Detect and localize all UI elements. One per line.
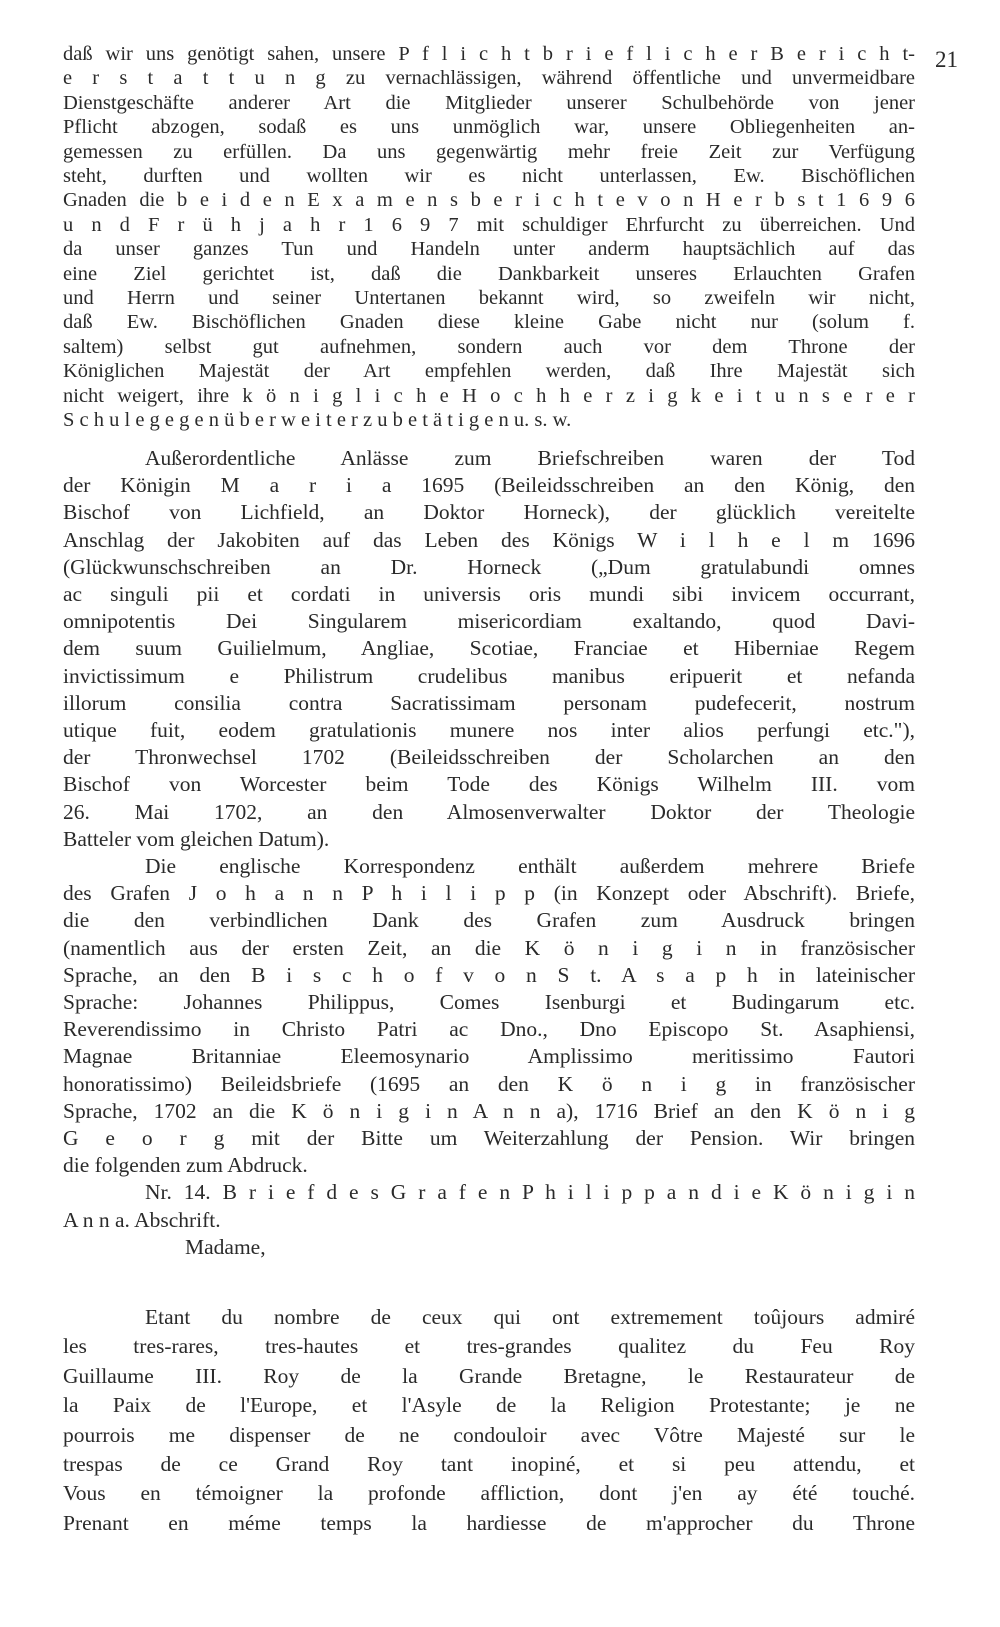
text-line: pourrois me dispenser de ne condouloir avec Vôtre Majesté sur le: [63, 1422, 915, 1447]
text-line: e r s t a t t u n g zu vernachlässigen, während öffentliche und unvermeidbare: [63, 67, 915, 90]
text-line: Reverendissimo in Christo Patri ac Dno., Dno Episcopo St. Asaphiensi,: [63, 1017, 915, 1042]
text-line: u n d F r ü h j a h r 1 6 9 7 mit schuldiger Ehrfurcht zu überreichen. Und: [63, 213, 915, 236]
paragraph-occasions: [63, 445, 915, 1261]
text-line: des Grafen J o h a n n P h i l i p p (in Konzept oder Abschrift). Briefe,: [63, 881, 915, 906]
text-line: Dienstgeschäfte anderer Art die Mitglieder unserer Schulbehörde von jener: [63, 91, 915, 114]
text-line: Anschlag der Jakobiten auf das Leben des Königs W i l h e l m 1696: [63, 527, 915, 552]
text-line: les tres-rares, tres-hautes et tres-grandes qualitez du Feu Roy: [63, 1334, 915, 1359]
text-line: utique fuit, eodem gratulationis munere nos inter alios perfungi etc."),: [63, 718, 915, 743]
text-line: Königlichen Majestät der Art empfehlen werden, daß Ihre Majestät sich: [63, 360, 915, 383]
text-line: (Glückwunschschreiben an Dr. Horneck („Dum gratulabundi omnes: [63, 554, 915, 579]
text-line: (namentlich aus der ersten Zeit, an die K ö n i g i n in französischer: [63, 935, 915, 960]
text-line: Magnae Britanniae Eleemosynario Amplissimo meritissimo Fautori: [63, 1044, 915, 1069]
text-line: 26. Mai 1702, an den Almosenverwalter Doktor der Theologie: [63, 799, 915, 824]
text-line: eine Ziel gerichtet ist, daß die Dankbarkeit unseres Erlauchten Grafen: [63, 262, 915, 285]
letter-heading: Nr. 14. B r i e f d e s G r a f e n P h i l i p p a n d i e K ö n i g i n: [145, 1180, 915, 1205]
text-line: omnipotentis Dei Singularem misericordiam exaltando, quod Davi-: [63, 609, 915, 634]
text-line: illorum consilia contra Sacratissimam personam pudefecerit, nostrum: [63, 690, 915, 715]
text-line: Guillaume III. Roy de la Grande Bretagne, le Restaurateur de: [63, 1363, 915, 1388]
text-line: nicht weigert, ihre k ö n i g l i c h e H o c h h e r z i g k e i t u n s e r e r: [63, 384, 915, 407]
text-line: honoratissimo) Beileidsbriefe (1695 an den K ö n i g in französischer: [63, 1071, 915, 1096]
text-line: Gnaden die b e i d e n E x a m e n s b e r i c h t e v o n H e r b s t 1 6 9 6: [63, 189, 915, 212]
letter-salutation: Madame,: [185, 1234, 266, 1259]
text-line: dem suum Guilielmum, Angliae, Scotiae, Franciae et Hiberniae Regem: [63, 636, 915, 661]
text-line: Sprache, 1702 an die K ö n i g i n A n n a), 1716 Brief an den K ö n i g: [63, 1098, 915, 1123]
text-line: invictissimum e Philistrum crudelibus manibus eripuerit et nefanda: [63, 663, 915, 688]
text-line: der Königin M a r i a 1695 (Beileidsschreiben an den König, den: [63, 473, 915, 498]
text-line: Vous en témoigner la profonde affliction, dont j'en ay été touché.: [63, 1481, 915, 1506]
text-line: Etant du nombre de ceux qui ont extremement toûjours admiré: [145, 1305, 915, 1329]
text-line: Batteler vom gleichen Datum).: [63, 826, 330, 851]
text-line: steht, durften und wollten wir es nicht unterlassen, Ew. Bischöflichen: [63, 165, 915, 188]
text-line: Bischof von Lichfield, an Doktor Horneck), der glücklich vereitelte: [63, 500, 915, 525]
text-line: Außerordentliche Anlässe zum Briefschreiben waren der Tod: [145, 446, 915, 470]
text-line: und Herrn und seiner Untertanen bekannt wird, so zweifeln wir nicht,: [63, 287, 915, 310]
text-line: Bischof von Worcester beim Tode des Königs Wilhelm III. vom: [63, 772, 915, 797]
text-line: Sprache: Johannes Philippus, Comes Isenburgi et Budingarum etc.: [63, 990, 915, 1015]
text-line: S c h u l e g e g e n ü b e r w e i t e r z u b e t ä t i g e n u. s. w.: [63, 409, 572, 432]
text-line: daß wir uns genötigt sahen, unsere P f l i c h t b r i e f l i c h e r B e r i c h t-: [63, 43, 915, 65]
text-line: trespas de ce Grand Roy tant inopiné, et si peu attendu, et: [63, 1452, 915, 1477]
text-line: der Thronwechsel 1702 (Beileidsschreiben der Scholarchen an den: [63, 745, 915, 770]
text-line: die folgenden zum Abdruck.: [63, 1153, 308, 1178]
letter-heading: A n n a. Abschrift.: [63, 1207, 221, 1232]
text-line: Die englische Korrespondenz enthält außerdem mehrere Briefe: [145, 854, 915, 879]
text-line: Pflicht abzogen, sodaß es uns unmöglich war, unsere Obliegenheiten an-: [63, 116, 915, 139]
text-line: da unser ganzes Tun und Handeln unter anderm hauptsächlich auf das: [63, 238, 915, 261]
text-line: Sprache, an den B i s c h o f v o n S t. A s a p h in lateinischer: [63, 962, 915, 987]
text-line: G e o r g mit der Bitte um Weiterzahlung der Pension. Wir bringen: [63, 1126, 915, 1151]
page-number: 21: [935, 47, 958, 72]
paragraph-french-letter: [63, 1303, 915, 1538]
text-line: die den verbindlichen Dank des Grafen zum Ausdruck bringen: [63, 908, 915, 933]
text-line: saltem) selbst gut aufnehmen, sondern auch vor dem Throne der: [63, 335, 915, 358]
paragraph-report-letter: [63, 42, 915, 433]
text-line: Prenant en méme temps la hardiesse de m'approcher du Throne: [63, 1510, 915, 1535]
text-line: gemessen zu erfüllen. Da uns gegenwärtig mehr freie Zeit zur Verfügung: [63, 140, 915, 163]
text-line: ac singuli pii et cordati in universis oris mundi sibi invicem occurrant,: [63, 582, 915, 607]
text-line: daß Ew. Bischöflichen Gnaden diese kleine Gabe nicht nur (solum f.: [63, 311, 915, 334]
text-line: la Paix de l'Europe, et l'Asyle de la Religion Protestante; je ne: [63, 1393, 915, 1418]
